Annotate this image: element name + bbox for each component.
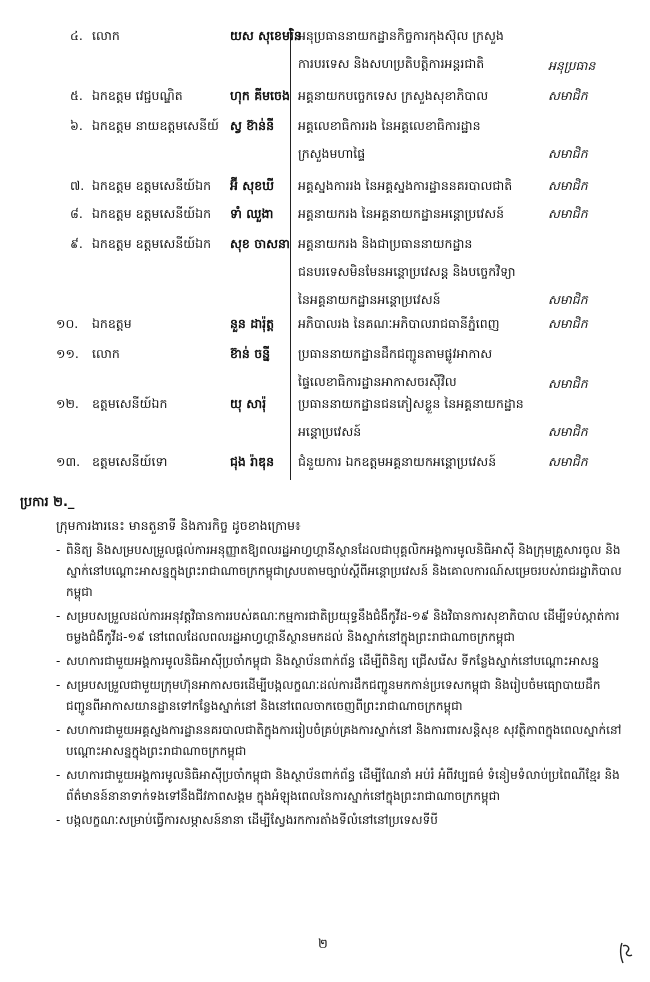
member-position [298,206,504,234]
member-position-line: អគ្គនាយករង និងជាប្រធាននាយកដ្ឋាន [298,236,473,251]
member-role: សមាជិក [548,146,588,161]
member-number: ១២. [56,396,79,411]
initial-signature-icon [618,940,634,966]
member-role: សមាជិក [548,376,588,391]
member-position-line: ជនបរទេសមិនមែនអន្តោប្រវេសន្ត និងបច្ចេកវិទ្យា [298,264,516,279]
article-intro: ក្រុមការងារនេះ មានតួនាទី និងភារកិច្ច ដូចខាងក្រោម៖ [56,518,301,533]
duty-item: - ពិនិត្យ និងសម្របសម្រួលផ្តល់ការអនុញ្ញាតឱ្យពលរដ្ឋអាហ្វហ្គានីស្ថានដែលជាបុគ្គលិកអង្គការមូលនិធិអាស៊ី និងក្រុមគ្រួសារចូល និងស្នាក់នៅបណ្ដោះអាសន្នក្នុងព្រះរាជាណាចក្រកម្ពុជាស្របតាមច្បាប់ស្ដីពីអន្តោប្រវេសន៍ និងគោលការណ៍សម្រេចរបស់រាជរដ្ឋាភិបាលកម្ពុជា [56,540,626,603]
member-position-line: ប្រធាននាយកដ្ឋានជនភៀសខ្លួន នៃអគ្គនាយកដ្ឋាន [298,396,524,411]
member-position-line: អន្តោប្រវេសន៍ [298,424,362,439]
member-name: នួន ដារ៉ុត្ត [230,316,275,331]
member-position [298,236,516,320]
member-title: ឯកឧត្តម នាយឧត្តមសេនីយ៍ [92,118,219,133]
article-heading: ប្រការ ២._ [20,495,75,510]
member-name: ហុក គីមចេង [230,88,290,103]
member-number: ៩. [70,236,83,251]
member-title: លោក [92,28,120,43]
member-role: សមាជិក [548,292,588,307]
member-number: ១៣. [56,454,81,469]
member-position-line: អនុប្រធាននាយកដ្ឋានកិច្ចការកុងស៊ុល ក្រសួង [298,28,504,43]
duty-item: - សហការជាមួយអង្គការមូលនិធិអាស៊ីប្រចាំកម្ពុជា និងស្ថាប័នពាក់ព័ន្ធ ដើម្បីណែនាំ អប់រំ អំពីវប្បធម៌ ទំនៀមទំលាប់ប្រពៃណីខ្មែរ និងព័ត៌មានន៍នានាទាក់ទងទៅនឹងជីវភាពសង្គម ក្នុងអំឡុងពេលនៃការស្នាក់នៅក្នុងព្រះរាជាណាចក្រកម្ពុជា [56,765,626,807]
member-position-line: ការបរទេស និងសហប្រតិបត្តិការអន្តរជាតិ [298,56,485,71]
member-number: ៤. [70,28,83,43]
member-position [298,454,496,482]
member-number: ៧. [70,178,85,193]
member-role: សមាជិក [548,316,588,331]
member-name: ជុង រ៉ាឌុន [230,454,275,469]
member-name: ទាំ ឈួងា [230,206,274,221]
member-title: ឯកឧត្តម ឧត្តមសេនីយ៍ឯក [92,206,212,221]
duty-item: - សហការជាមួយអគ្គស្នងការដ្ឋាននគរបាលជាតិក្នុងការរៀបចំគ្រប់គ្រងការស្នាក់នៅ និងការពារសន្តិសុខ សុវត្ថិភាពក្នុងពេលស្នាក់នៅបណ្ដោះអាសន្នក្នុងព្រះរាជាណាចក្រកម្ពុជា [56,720,626,762]
member-role: សមាជិក [548,454,588,469]
member-position-line: ប្រធាននាយកដ្ឋានដឹកជញ្ជូនតាមផ្លូវអាកាស [298,346,493,361]
member-title: ឯកឧត្តម ឧត្តមសេនីយ៍ឯក [92,178,212,193]
member-role: សមាជិក [548,424,588,439]
member-role: អនុប្រធាន [548,58,596,73]
member-name: ខ៊ាន់ ចន្នី [230,346,271,361]
member-title: ឯកឧត្តម ឧត្តមសេនីយ៍ឯក [92,236,212,251]
member-position [298,88,488,116]
member-name: សុខ ចាសនា [230,236,290,251]
member-position-line: ជំនួយការ ឯកឧត្តមអគ្គនាយកអន្តោប្រវេសន៍ [298,454,497,469]
member-position [298,28,504,84]
member-name: អ៊ី សុខឃី [230,178,275,193]
duty-item: - សហការជាមួយអង្គការមូលនិធិអាស៊ីប្រចាំកម្ពុជា និងស្ថាប័នពាក់ព័ន្ធ ដើម្បីពិនិត្យ ជ្រើសរើស ទីកន្លែងស្នាក់នៅបណ្ដោះអាសន្ន [56,651,626,672]
member-title: ឧត្តមសេនីយ៍ទោ [92,454,168,469]
duty-item: - សម្របសម្រួលដល់ការអនុវត្តវិធានការរបស់គណៈកម្មការជាតិប្រយុទ្ធនឹងជំងឺកូវីដ-១៩ និងវិធានការសុខាភិបាល ដើម្បីទប់ស្កាត់ការចម្លងជំងឺកូវីដ-១៩ នៅពេលដែលពលរដ្ឋអាហ្វហ្គានីស្ថានមកដល់ និងស្នាក់នៅក្នុងព្រះរាជាណាចក្រកម្ពុជា [56,606,626,648]
member-number: ៦. [70,118,83,133]
member-position-line: អភិបាលរង នៃគណៈអភិបាលរាជធានីភ្នំពេញ [298,316,500,331]
member-role: សមាជិក [548,206,588,221]
member-title: លោក [92,346,120,361]
duty-item: - បង្កលក្ខណៈសម្រាប់ធ្វើការសម្ភាសន៍នានា ដើម្បីស្វែងរកការតាំងទីលំនៅនៅប្រទេសទីបី [56,810,626,831]
member-name: យស សុខេមរិន [230,28,302,43]
member-position [298,316,500,344]
page-number: ២ [318,937,328,952]
member-position [298,118,481,174]
member-position [298,178,512,206]
member-position-line: អគ្គលេខាធិការរង នៃអគ្គលេខាធិការដ្ឋាន [298,118,481,133]
member-position-line: អគ្គស្នងការរង នៃអគ្គស្នងការដ្ឋាននគរបាលជាតិ [298,178,513,193]
member-position-line: ក្រសួងមហាផ្ទៃ [298,146,366,161]
member-position-line: ផ្ទៃលេខាធិការដ្ឋានអាកាសចរស៊ីវិល [298,374,457,389]
member-role: សមាជិក [548,88,588,103]
duty-item: - សម្របសម្រួលជាមួយក្រុមហ៊ុនអាកាសចរដើម្បីបង្កលក្ខណៈដល់ការដឹកជញ្ជូនមកកាន់ប្រទេសកម្ពុជា និងរៀបចំមធ្យោបាយដឹកជញ្ជូនពីអាកាសយានដ្ឋានទៅកន្លែងស្នាក់នៅ និងនៅពេលចាកចេញពីព្រះរាជាណាចក្រកម្ពុជា [56,675,626,717]
member-position [298,346,492,402]
member-number: ៨. [70,206,83,221]
member-number: ១១. [56,346,79,361]
member-title: ឧត្តមសេនីយ៍ឯក [92,396,168,411]
column-divider [290,28,291,480]
member-role: សមាជិក [548,178,588,193]
member-position [298,396,524,452]
member-position-line: នៃអគ្គនាយកដ្ឋានអន្តោប្រវេសន៍ [298,292,441,307]
member-position-line: អគ្គនាយកបច្ចេកទេស ក្រសួងសុខាភិបាល [298,88,489,103]
member-name: យុ សារ៉ុ [230,396,267,411]
member-number: ៥. [70,88,83,103]
member-number: ១០. [56,316,79,331]
member-title: ឯកឧត្តម វេជ្ជបណ្ឌិត [92,88,183,103]
member-position-line: អគ្គនាយករង នៃអគ្គនាយកដ្ឋានអន្តោប្រវេសន៍ [298,206,505,221]
member-title: ឯកឧត្តម [92,316,132,331]
duty-list [56,540,626,834]
member-name: ស្វ ខ៊ាន់នី [230,118,275,133]
